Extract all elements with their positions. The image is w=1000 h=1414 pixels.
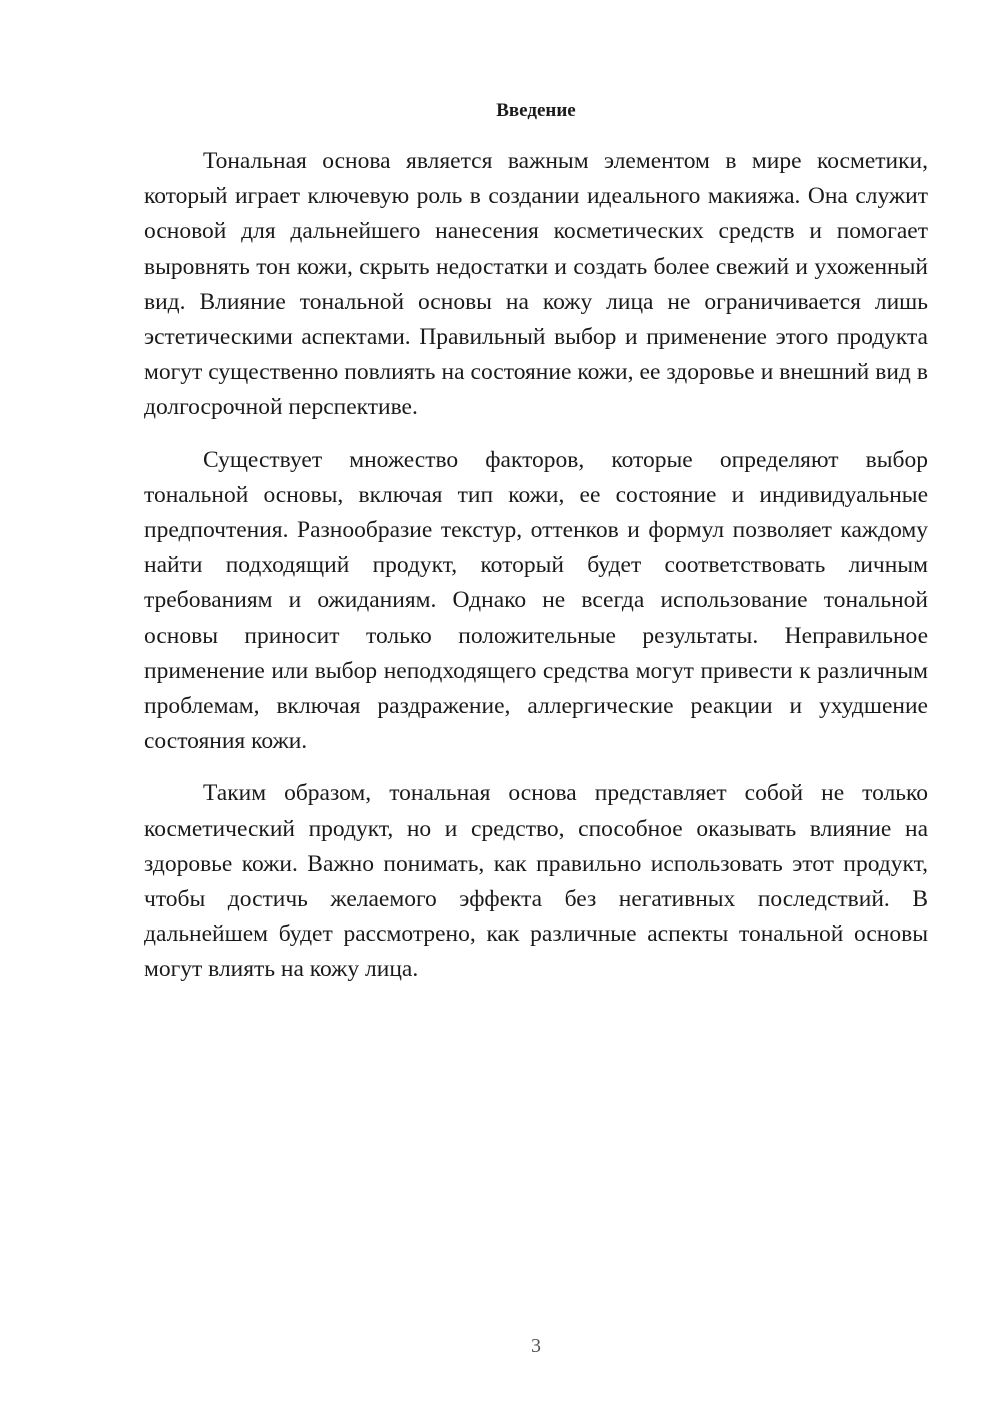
page-number: 3 <box>531 1335 541 1357</box>
paragraph-1: Тональная основа является важным элементом в мире косметики, который играет ключевую роль в создании идеального макияжа. Она служит основой для дальнейшего нанесения косметических средств и помогает выровнять тон кожи, скрыть недостатки и создать более свежий и ухоженный вид. Влияние тональной основы на кожу лица не ограничивается лишь эстетическими аспектами. Правильный выбор и применение этого продукта могут существенно повлиять на состояние кожи, ее здоровье и внешний вид в долгосрочной перспективе. <box>144 148 928 421</box>
paragraph-2: Существует множество факторов, которые определяют выбор тональной основы, включая тип кожи, ее состояние и индивидуальные предпочтения. Разнообразие текстур, оттенков и формул позволяет каждому найти подходящий продукт, который будет соответствовать личным требованиям и ожиданиям. Однако не всегда использование тональной основы приносит только положительные результаты. Неправильное применение или выбор неподходящего средства могут привести к различным проблемам, включая раздражение, аллергические реакции и ухудшение состояния кожи. <box>144 446 928 755</box>
body-text <box>144 144 928 1005</box>
section-heading: Введение <box>496 100 576 121</box>
paragraph-3: Таким образом, тональная основа представляет собой не только косметический продукт, но и средство, способное оказывать влияние на здоровье кожи. Важно понимать, как правильно использовать этот продукт, чтобы достичь желаемого эффекта без негативных последствий. В дальнейшем будет рассмотрено, как различные аспекты тональной основы могут влиять на кожу лица. <box>144 780 928 983</box>
